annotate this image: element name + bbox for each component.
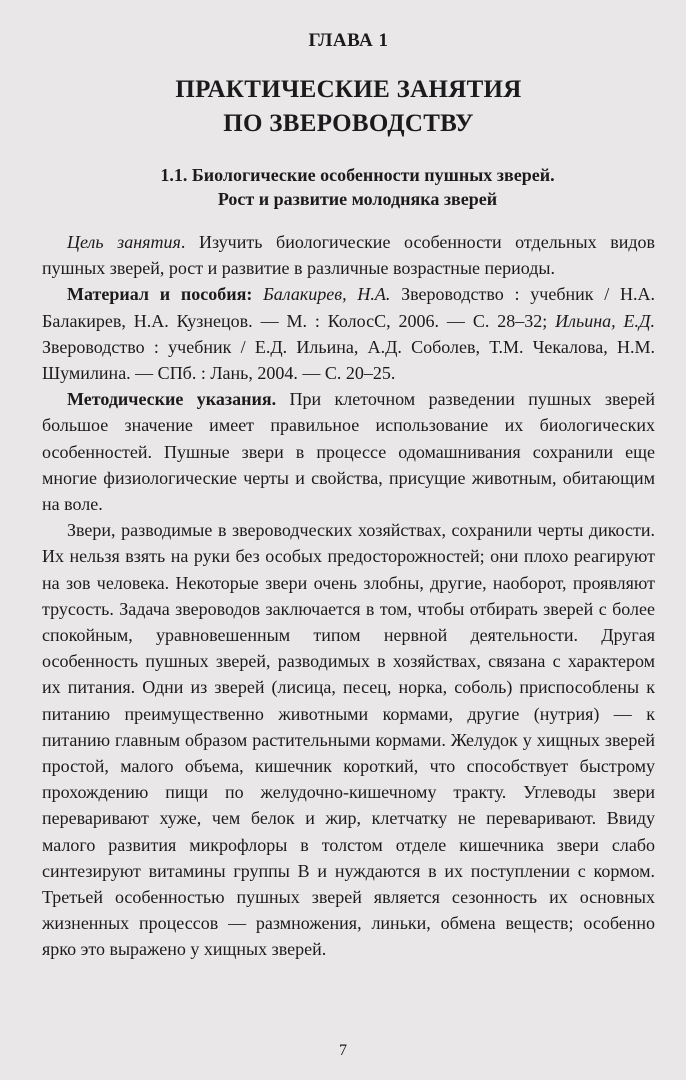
chapter-title-line-2: ПО ЗВЕРОВОДСТВУ: [223, 110, 474, 137]
page-number: 7: [339, 1042, 347, 1059]
guidelines-label: Методические указания.: [67, 389, 277, 410]
chapter-title-line-1: ПРАКТИЧЕСКИЕ ЗАНЯТИЯ: [175, 76, 522, 103]
section-heading-line-1: 1.1. Биологические особенности пушных зверей.: [160, 165, 555, 185]
materials-label: Материал и пособия:: [67, 284, 253, 305]
reference-1-author: Балакирев, Н.А.: [263, 284, 391, 305]
guidelines-paragraph: [42, 386, 655, 517]
goal-label: Цель занятия: [67, 232, 181, 252]
section-heading: [42, 163, 655, 211]
materials-paragraph: [42, 281, 655, 386]
goal-paragraph: [42, 229, 655, 281]
goal-text: . Изучить биологические особенности отдельных видов пушных зверей, рост и развитие в различные возрастные периоды.: [42, 232, 656, 279]
reference-2-author: Ильина, Е.Д.: [555, 310, 655, 331]
reference-1-text: Звероводство : учебник / Н.А. Балакирев, Н.А. Кузнецов. — М. : КолосС, 2006. — С. 28–32;: [42, 284, 656, 331]
guidelines-text: При клеточном разведении пушных зверей большое значение имеет правильное использование их биологических особенностей. Пушные звери в процессе одомашнивания сохранили еще многие физиологические черты и свойства, присущие животным, обитающим на воле.: [42, 389, 655, 515]
body-text: [42, 229, 655, 963]
reference-2-text: Звероводство : учебник / Е.Д. Ильина, А.Д. Соболев, Т.М. Чекалова, Н.М. Шумилина. — СПб. : Лань, 2004. — С. 20–25.: [42, 336, 655, 384]
main-paragraph: Звери, разводимые в звероводческих хозяйствах, сохранили черты дикости. Их нельзя взять на руки без особых предосторожностей; они плохо реагируют на зов человека. Некоторые звери очень злобны, другие, наоборот, проявляют трусость. Задача звероводов заключается в том, чтобы отбирать зверей с более спокойным, уравновешенным типом нервной деятельности. Другая особенность пушных зверей, разводимых в хозяйствах, связана с характером их питания. Одни из зверей (лисица, песец, норка, соболь) приспособлены к питанию преимущественно животными кормами, другие (нутрия) — к питанию главным образом растительными кормами. Желудок у хищных зверей простой, малого объема, кишечник короткий, что способствует быстрому прохождению пищи по желудочно-кишечному тракту. Углеводы звери переваривают хуже, чем белок и жир, клетчатку не переваривают. Ввиду малого развития микрофлоры в толстом отделе кишечника звери слабо синтезируют витамины группы В и нуждаются в их поступлении с кормом. Третьей особенностью пушных зверей является сезонность их основных жизненных процессов — размножения, линьки, обмена веществ; особенно ярко это выражено у хищных зверей.: [42, 520, 655, 960]
section-heading-line-2: Рост и развитие молодняка зверей: [217, 189, 498, 209]
chapter-title: [42, 73, 655, 141]
chapter-heading: ГЛАВА 1: [308, 30, 389, 51]
